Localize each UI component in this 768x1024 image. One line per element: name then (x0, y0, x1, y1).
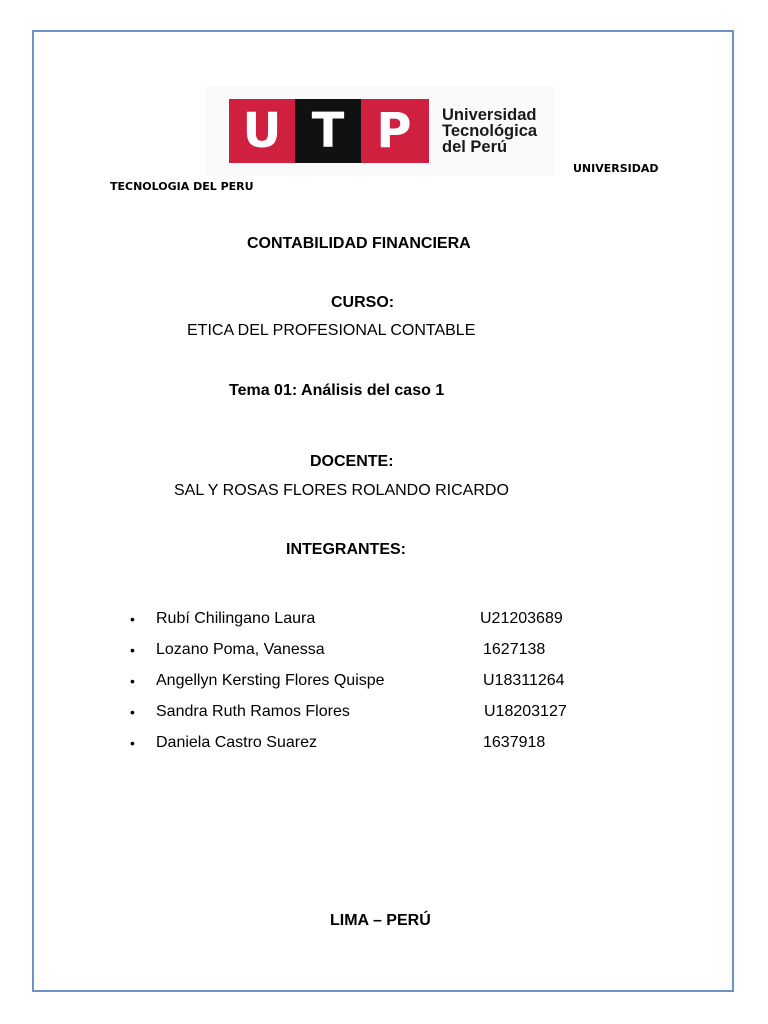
member-code: U18203127 (484, 703, 567, 720)
logo-wordmark (442, 107, 537, 155)
teacher-value: SAL Y ROSAS FLORES ROLANDO RICARDO (174, 482, 509, 499)
logo-letter-t: T (311, 103, 345, 159)
university-label-left: TECNOLOGIA DEL PERU (110, 180, 254, 193)
logo-line-1: Universidad (442, 106, 537, 124)
list-item (130, 670, 630, 701)
list-item (130, 608, 630, 639)
member-code: U21203689 (480, 610, 563, 627)
member-code: U18311264 (483, 672, 565, 689)
member-name: Daniela Castro Suarez (156, 734, 317, 751)
member-name: Angellyn Kersting Flores Quispe (156, 672, 385, 689)
member-code: 1637918 (483, 734, 546, 751)
member-name: Lozano Poma, Vanessa (156, 641, 325, 658)
bullet: • (130, 673, 135, 689)
list-item (130, 701, 630, 732)
teacher-label: DOCENTE: (310, 453, 394, 470)
member-name: Rubí Chilingano Laura (156, 610, 316, 627)
bullet: • (130, 642, 135, 658)
logo-line-3: del Perú (442, 138, 508, 156)
course-label: CURSO: (331, 294, 395, 311)
topic-title: Tema 01: Análisis del caso 1 (229, 382, 445, 399)
location: LIMA – PERÚ (330, 912, 431, 929)
logo-letter-u: U (242, 103, 282, 159)
members-label: INTEGRANTES: (286, 541, 406, 558)
bullet: • (130, 735, 135, 751)
logo-line-2: Tecnológica (442, 122, 538, 140)
bullet: • (130, 704, 135, 720)
members-list (130, 608, 630, 763)
list-item (130, 732, 630, 763)
member-name: Sandra Ruth Ramos Flores (156, 703, 350, 720)
university-label-right: UNIVERSIDAD (573, 162, 659, 175)
member-code: 1627138 (483, 641, 546, 658)
course-value: ETICA DEL PROFESIONAL CONTABLE (187, 322, 476, 339)
logo-letter-p: P (376, 103, 412, 159)
career-title: CONTABILIDAD FINANCIERA (247, 235, 471, 252)
bullet: • (130, 611, 135, 627)
list-item (130, 639, 630, 670)
